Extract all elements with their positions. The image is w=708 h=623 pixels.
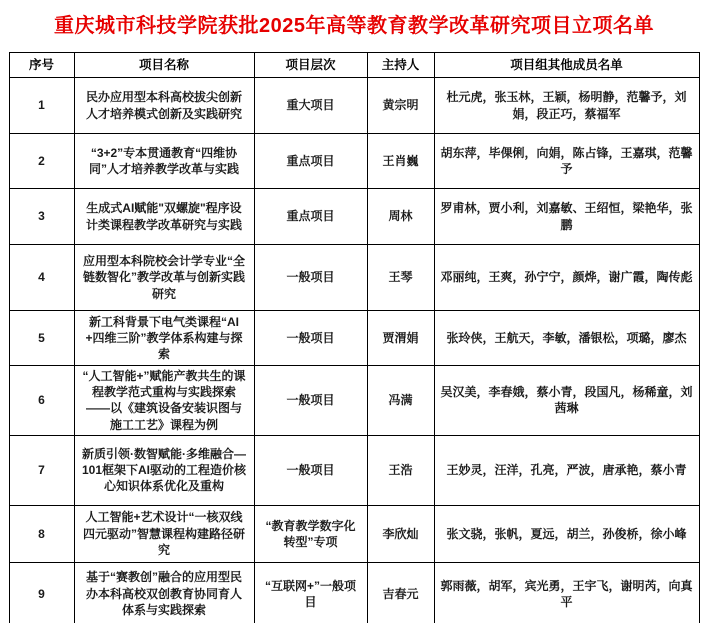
leader-cell: 贾渭娟 bbox=[367, 311, 434, 366]
members-cell: 罗甫林，贾小利，刘嘉敏、王绍恒，梁艳华，张鹏 bbox=[434, 189, 699, 245]
page-title: 重庆城市科技学院获批2025年高等教育教学改革研究项目立项名单 bbox=[54, 15, 654, 37]
table-row bbox=[9, 435, 699, 505]
members-cell: 张文骁，张帆，夏远，胡兰，孙俊桥，徐小峰 bbox=[434, 505, 699, 562]
level-cell: “教育教学数字化转型”专项 bbox=[254, 505, 367, 562]
leader-cell: 王琴 bbox=[367, 245, 434, 311]
level-cell: 重大项目 bbox=[254, 78, 367, 134]
table-row bbox=[9, 366, 699, 436]
table-row bbox=[9, 78, 699, 134]
project-name-cell: 生成式AI赋能"双螺旋"程序设计类课程教学改革研究与实践 bbox=[74, 189, 254, 245]
table-row bbox=[9, 562, 699, 623]
level-cell: 一般项目 bbox=[254, 366, 367, 436]
members-cell: 张玲侠，王航天，李敏，潘银松，项璐，廖杰 bbox=[434, 311, 699, 366]
leader-cell: 冯满 bbox=[367, 366, 434, 436]
project-name-cell: 基于“赛教创”融合的应用型民办本科高校双创教育协同育人体系与实践探索 bbox=[74, 562, 254, 623]
header-project-name: 项目名称 bbox=[74, 53, 254, 78]
members-cell: 杜元虎，张玉林，王颖，杨明静，范馨予，刘娟，段正巧，蔡福军 bbox=[434, 78, 699, 134]
project-name-cell: “3+2”专本贯通教育“四维协同”人才培养教学改革与实践 bbox=[74, 134, 254, 189]
level-cell: 重点项目 bbox=[254, 134, 367, 189]
members-cell: 吴汉美，李春娥，蔡小青，段国凡，杨稀童，刘茜琳 bbox=[434, 366, 699, 436]
leader-cell: 王浩 bbox=[367, 435, 434, 505]
header-leader: 主持人 bbox=[367, 53, 434, 78]
project-name-cell: 新质引领·数智赋能·多维融合—101框架下AI驱动的工程造价核心知识体系优化及重构 bbox=[74, 435, 254, 505]
level-cell: 重点项目 bbox=[254, 189, 367, 245]
project-name-cell: 人工智能+艺术设计“一核双线四元驱动”智慧课程构建路径研究 bbox=[74, 505, 254, 562]
seq-cell: 2 bbox=[9, 134, 74, 189]
table-row bbox=[9, 311, 699, 366]
seq-cell: 8 bbox=[9, 505, 74, 562]
project-name-cell: 民办应用型本科高校拔尖创新人才培养模式创新及实践研究 bbox=[74, 78, 254, 134]
leader-cell: 王肖巍 bbox=[367, 134, 434, 189]
leader-cell: 周林 bbox=[367, 189, 434, 245]
project-name-cell: 应用型本科院校会计学专业“全链数智化”教学改革与创新实践研究 bbox=[74, 245, 254, 311]
seq-cell: 5 bbox=[9, 311, 74, 366]
seq-cell: 3 bbox=[9, 189, 74, 245]
level-cell: 一般项目 bbox=[254, 311, 367, 366]
table-row bbox=[9, 245, 699, 311]
seq-cell: 4 bbox=[9, 245, 74, 311]
members-cell: 王妙灵，汪洋，孔亮，严波，唐承艳，蔡小青 bbox=[434, 435, 699, 505]
leader-cell: 李欣灿 bbox=[367, 505, 434, 562]
members-cell: 邓丽纯，王爽，孙宁宁，颜烨，谢广霞，陶传彪 bbox=[434, 245, 699, 311]
seq-cell: 1 bbox=[9, 78, 74, 134]
header-seq: 序号 bbox=[9, 53, 74, 78]
level-cell: 一般项目 bbox=[254, 435, 367, 505]
project-name-cell: “人工智能+”赋能产教共生的课程教学范式重构与实践探索——以《建筑设备安装识图与施工工艺》课程为例 bbox=[74, 366, 254, 436]
header-members: 项目组其他成员名单 bbox=[434, 53, 699, 78]
table-row bbox=[9, 134, 699, 189]
header-level: 项目层次 bbox=[254, 53, 367, 78]
seq-cell: 6 bbox=[9, 366, 74, 436]
level-cell: “互联网+”一般项目 bbox=[254, 562, 367, 623]
table-row bbox=[9, 505, 699, 562]
seq-cell: 9 bbox=[9, 562, 74, 623]
project-name-cell: 新工科背景下电气类课程“AI+四维三阶”教学体系构建与探索 bbox=[74, 311, 254, 366]
members-cell: 胡东萍，毕倮俐，向娟，陈占锋，王嘉琪，范馨予 bbox=[434, 134, 699, 189]
leader-cell: 吉春元 bbox=[367, 562, 434, 623]
members-cell: 郭雨薇，胡军，宾光勇，王宇飞，谢明芮，向真平 bbox=[434, 562, 699, 623]
leader-cell: 黄宗明 bbox=[367, 78, 434, 134]
table-header-row bbox=[9, 53, 699, 78]
projects-table bbox=[9, 52, 700, 623]
level-cell: 一般项目 bbox=[254, 245, 367, 311]
seq-cell: 7 bbox=[9, 435, 74, 505]
table-row bbox=[9, 189, 699, 245]
